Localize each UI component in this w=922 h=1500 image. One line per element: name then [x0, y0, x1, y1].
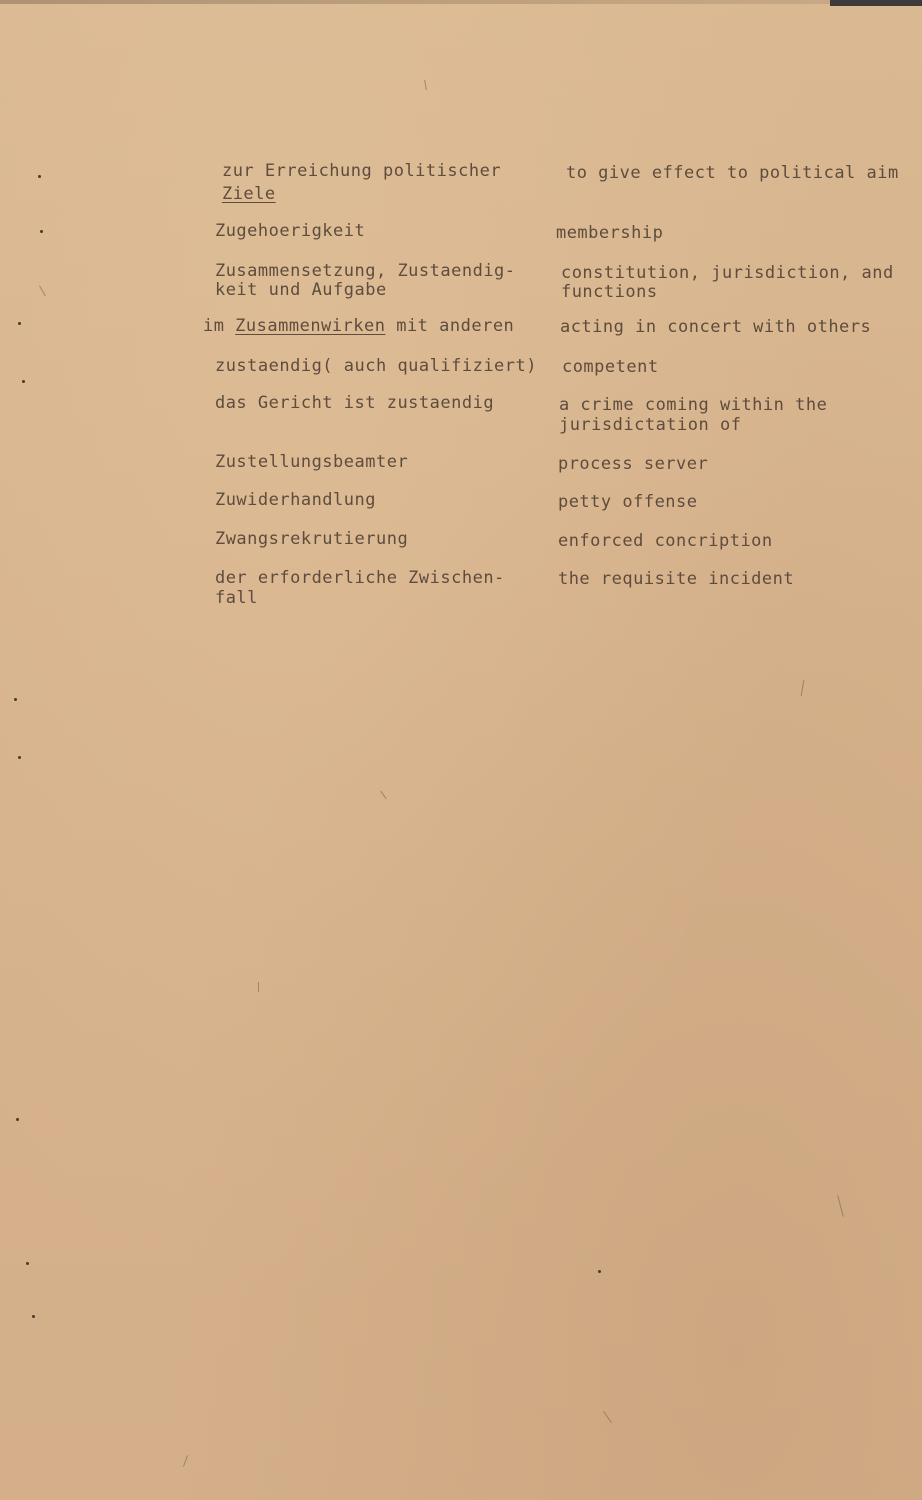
english-term-3-cont: functions: [560, 282, 658, 302]
english-term-6: a crime coming within the: [558, 395, 828, 415]
paper-fiber: [183, 1455, 188, 1467]
english-term-7: process server: [557, 454, 709, 474]
english-term-8: petty offense: [557, 492, 698, 512]
german-term-6: das Gericht ist zustaendig: [214, 393, 495, 413]
english-term-2: membership: [555, 223, 664, 243]
english-term-10: the requisite incident: [557, 569, 795, 589]
paper-fiber: [380, 791, 387, 800]
english-term-9: enforced concription: [557, 531, 773, 551]
paper-speck: [38, 175, 41, 178]
english-term-5: competent: [561, 357, 659, 377]
german-term-10: der erforderliche Zwischen-: [214, 568, 505, 588]
paper-speck: [40, 230, 43, 233]
german-term-1-cont: Ziele: [221, 184, 276, 204]
paper-speck: [32, 1315, 35, 1318]
german-term-3-cont: keit und Aufgabe: [214, 280, 387, 300]
paper-speck: [26, 1262, 29, 1265]
paper-speck: [18, 322, 21, 325]
paper-fiber: [603, 1411, 612, 1423]
german-term-5: zustaendig( auch qualifiziert): [214, 356, 537, 376]
english-term-1: to give effect to political aim: [565, 163, 899, 183]
german-term-9: Zwangsrekrutierung: [214, 529, 409, 549]
paper-speck: [598, 1270, 601, 1273]
german-term-1: zur Erreichung politischer: [221, 161, 502, 181]
paper-speck: [22, 380, 25, 383]
german-term-8: Zuwiderhandlung: [214, 490, 376, 510]
tape-mark: [830, 0, 922, 6]
english-term-3: constitution, jurisdiction, and: [560, 263, 894, 283]
paper-fiber: [39, 286, 46, 297]
paper-fiber: [801, 680, 805, 696]
paper-speck: [18, 756, 21, 759]
english-term-6-cont: jurisdictation of: [558, 415, 742, 435]
english-term-4: acting in concert with others: [559, 317, 872, 337]
german-term-7: Zustellungsbeamter: [214, 452, 409, 472]
german-term-10-cont: fall: [214, 588, 258, 608]
german-term-4: im Zusammenwirken mit anderen: [202, 316, 515, 336]
paper-fiber: [837, 1195, 844, 1217]
paper-top-edge: [0, 0, 922, 4]
paper-fiber: [258, 982, 259, 992]
paper-fiber: [424, 80, 427, 90]
german-term-3: Zusammensetzung, Zustaendig-: [214, 261, 516, 281]
german-term-2: Zugehoerigkeit: [214, 221, 366, 241]
paper-speck: [16, 1118, 19, 1121]
paper-speck: [14, 698, 17, 701]
